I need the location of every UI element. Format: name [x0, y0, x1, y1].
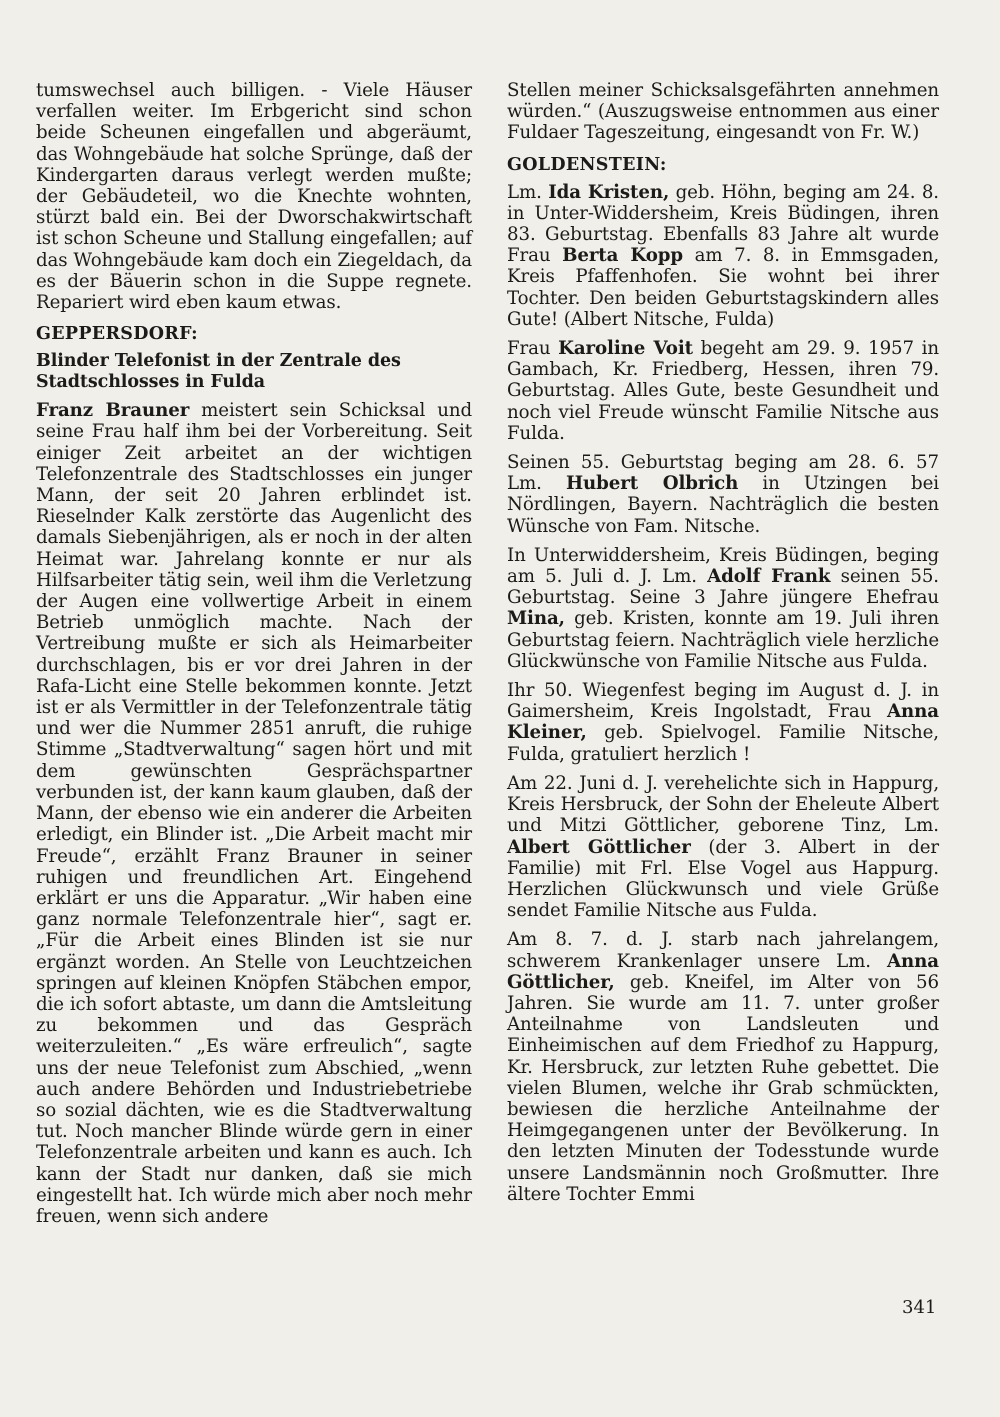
notice-paragraph [507, 680, 939, 765]
continuation-paragraph: Stellen meiner Schicksalsgefährten annehmen würden.“ (Auszugsweise entnommen aus einer Fuldaer Tageszeitung, eingesandt von Fr. W.) [507, 80, 939, 144]
person-name: Anna Göttlicher, [507, 950, 939, 993]
section-heading-goldenstein: GOLDENSTEIN: [507, 154, 667, 175]
person-name: Ida Kristen, [548, 181, 670, 203]
right-column [507, 80, 939, 1213]
text-run: geb. Kristen, konnte am 19. Juli ihren Geburtstag feiern. Nachträglich viele herzliche Glückwünsche von Familie Nitsche aus Fulda. [507, 608, 939, 672]
text-run: am 7. 8. in Emmsgaden, Kreis Pfaffenhofen. Sie wohnt bei ihrer Tochter. Den beiden Geburtstagskindern alles Gute! (Albert Nitsche, Fulda) [507, 245, 940, 330]
notice-paragraph [507, 773, 939, 921]
person-name: Adolf Frank [707, 566, 831, 588]
article-body: meistert sein Schicksal und seine Frau half ihm bei der Vorbereitung. Seit einiger Zeit arbeitet an der wichtigen Telefonzentrale des Stadtschlosses ein junger Mann, der seit 20 Jahren erblindet ist. Rieselnder Kalk zerstörte das Augenlicht des damals Siebenjährigen, als er noch in der alten Heimat war. Jahrelang konnte er nur als Hilfsarbeiter tätig sein, weil ihm die Verletzung der Augen eine vollwertige Arbeit in einem Betrieb unmöglich machte. Nach der Vertreibung mußte er sich als Heimarbeiter durchschlagen, bis er vor drei Jahren in der Rafa-Licht eine Stelle bekommen konnte. Jetzt ist er als Vermittler in der Telefonzentrale tätig und wer die Nummer 2851 anruft, die ruhige Stimme „Stadtverwaltung“ sagen hört und mit dem gewünschten Gesprächspartner verbunden ist, der kann kaum glauben, daß der Mann, der ebenso wie ein anderer die Arbeiten erledigt, ein Blinder ist. „Die Arbeit macht mir Freude“, erzählt Franz Brauner in seiner ruhigen und freundlichen Art. Eingehend erklärt er uns die Apparatur. „Wir haben eine ganz normale Telefonzentrale hier“, sagt er. „Für die Arbeit eines Blinden ist sie nur ergänzt worden. An Stelle von Leuchtzeichen springen auf kleinen Knöpfen Stäbchen empor, die ich sofort abtaste, um dann die Amtsleitung zu bekommen und das Gespräch weiterzuleiten.“ „Es wäre erfreulich“, sagte uns der neue Telefonist zum Abschied, „wenn auch andere Behörden und Industriebetriebe so sozial dächten, wie es die Stadtverwaltung tut. Noch mancher Blinde würde gern in einer Telefonzentrale arbeiten und kann es auch. Ich kann der Stadt nur danken, daß sie mich eingestellt hat. Ich würde mich aber noch mehr freuen, wenn sich andere [36, 400, 472, 1227]
text-run: in Utzingen bei Nördlingen, Bayern. Nachträglich die besten Wünsche von Fam. Nitsche. [507, 473, 939, 537]
article-subheading: Blinder Telefonist in der Zentrale des Stadtschlosses in Fulda [36, 351, 401, 393]
article-paragraph [36, 400, 472, 1227]
notice-paragraph [507, 338, 939, 444]
text-run: Lm. [507, 181, 549, 203]
text-run: begeht am 29. 9. 1957 in Gambach, Kr. Friedberg, Hessen, ihren 79. Geburtstag. Alles Gute, beste Gesundheit und noch viel Freude wünscht Familie Nitsche aus Fulda. [507, 338, 939, 444]
text-run: Am 8. 7. d. J. starb nach jahrelangem, schwerem Krankenlager unsere Lm. [507, 929, 939, 972]
text-run: Frau [507, 338, 559, 360]
notice-paragraph [507, 929, 939, 1205]
text-run: geb. Höhn, beging am 24. 8. in Unter-Widdersheim, Kreis Büdingen, ihren 83. Geburtstag. Ebenfalls 83 Jahre alt wurde Frau [507, 181, 939, 267]
notice-paragraph [507, 182, 939, 330]
page-number: 341 [902, 1297, 937, 1318]
person-name: Anna Kleiner, [507, 701, 939, 744]
text-run: In Unterwiddersheim, Kreis Büdingen, beging am 5. Juli d. J. Lm. [507, 544, 939, 588]
text-run: Am 22. Juni d. J. verehelichte sich in Happurg, Kreis Hersbruck, der Sohn der Eheleute Albert und Mitzi Göttlicher, geborene Tinz, Lm. [507, 772, 939, 837]
person-name: Franz Brauner [36, 400, 190, 422]
notice-paragraph [507, 545, 939, 672]
person-name: Mina, [507, 608, 565, 630]
text-run: seinen 55. Geburtstag. Seine 3 Jahre jüngere Ehefrau [507, 566, 939, 609]
person-name: Albert Göttlicher [507, 836, 691, 858]
person-name: Hubert Olbrich [565, 473, 739, 495]
intro-paragraph: tumswechsel auch billigen. - Viele Häuser verfallen weiter. Im Erbgericht sind schon beide Scheunen eingefallen und abgeräumt, das Wohngebäude hat solche Sprünge, daß der Kindergarten daraus verlegt werden mußte; der Gebäudeteil, wo die Knechte wohnten, stürzt bald ein. Bei der Dworschakwirtschaft ist schon Scheune und Stallung eingefallen; auf das Wohngebäude kam doch ein Ziegeldach, da es der Bäuerin schon in die Suppe regnete. Repariert wird eben kaum etwas. [36, 80, 472, 314]
notice-paragraph [507, 452, 939, 537]
section-heading-geppersdorf: GEPPERSDORF: [36, 324, 198, 345]
person-name: Karoline Voit [558, 338, 693, 360]
text-run: Ihr 50. Wiegenfest beging im August d. J. in Gaimersheim, Kreis Ingolstadt, Frau [507, 680, 939, 723]
text-run: geb. Spielvogel. Familie Nitsche, Fulda, gratuliert herzlich ! [507, 722, 939, 765]
left-column [36, 80, 472, 1235]
text-run: Seinen 55. Geburtstag beging am 28. 6. 57 Lm. [507, 452, 939, 495]
text-run: (der 3. Albert in der Familie) mit Frl. Else Vogel aus Happurg. Herzlichen Glückwunsch und viele Grüße sendet Familie Nitsche aus Fulda. [507, 836, 939, 922]
person-name: Berta Kopp [562, 245, 684, 267]
text-run: geb. Kneifel, im Alter von 56 Jahren. Sie wurde am 11. 7. unter großer Anteilnahme von Landsleuten und Einheimischen auf dem Friedhof zu Happurg, Kr. Hersbruck, zur letzten Ruhe gebettet. Die vielen Blumen, welche ihr Grab schmückten, bewiesen die herzliche Anteilnahme der Heimgegangenen unter der Bevölkerung. In den letzten Minuten der Todesstunde wurde unsere Landsmännin noch Großmutter. Ihre ältere Tochter Emmi [507, 971, 939, 1205]
